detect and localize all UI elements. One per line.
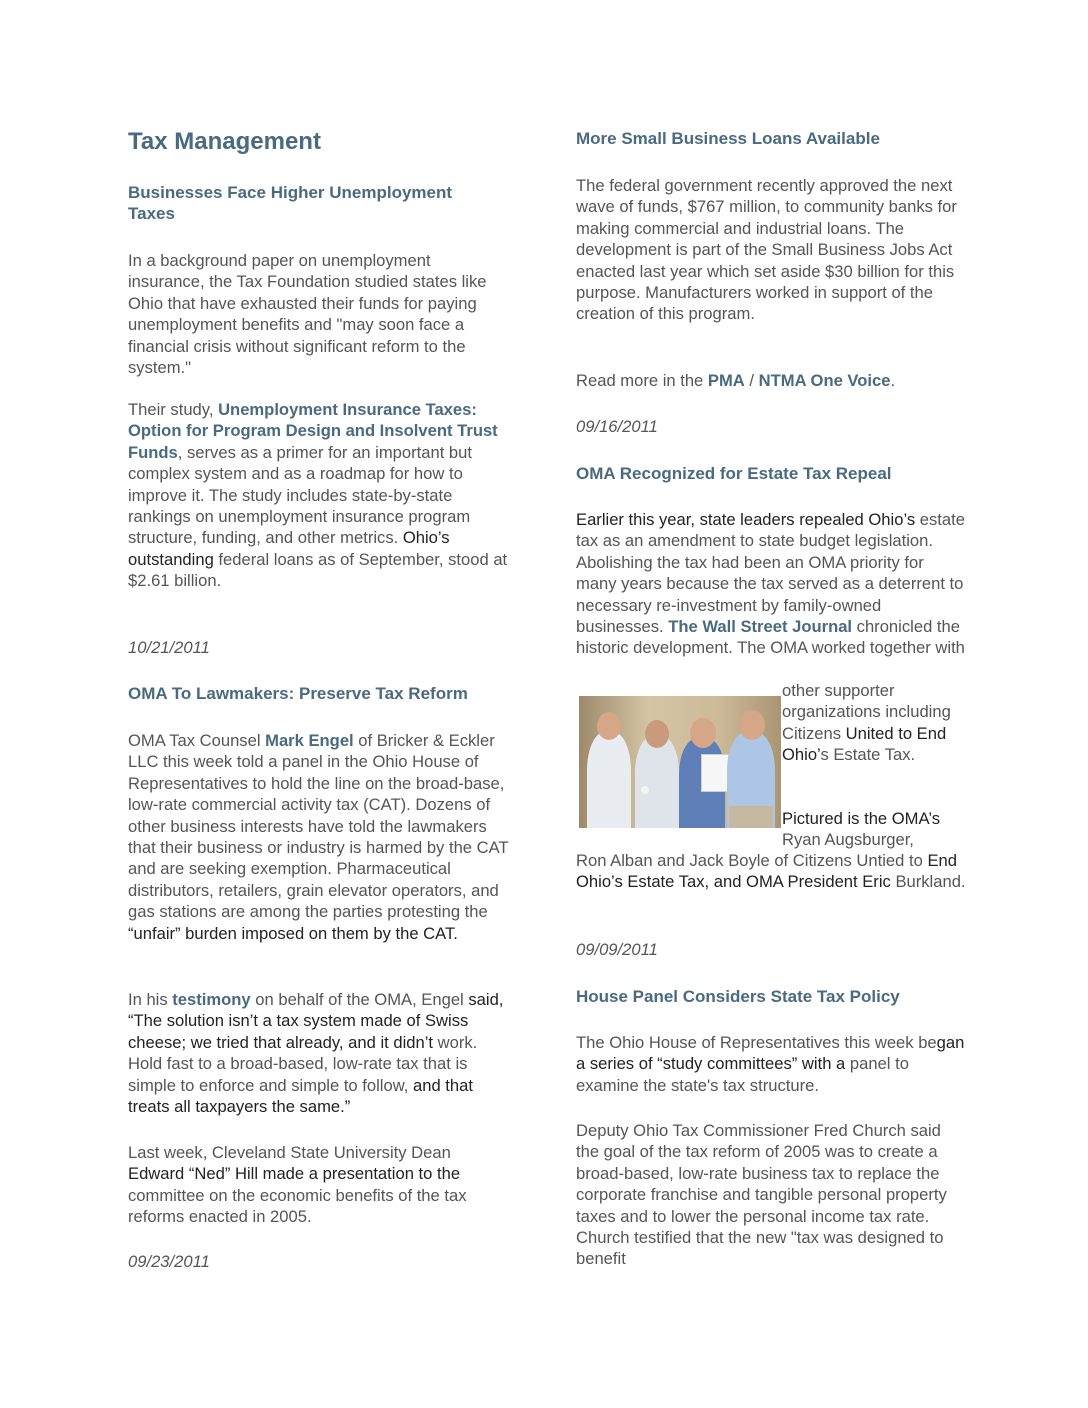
article-paragraph: In a background paper on unemployment insurance, the Tax Foundation studied states like Ohio that have exhausted their funds for paying unemployment benefits and "may soon face a financial crisis without significant reform to the system." [128,251,487,378]
mark-engel-link[interactable]: Mark Engel [265,731,354,750]
article-date: 09/16/2011 [576,417,658,436]
testimony-link[interactable]: testimony [172,990,251,1009]
wall-street-journal-link[interactable]: The Wall Street Journal [668,617,853,637]
article-date: 09/23/2011 [128,1252,210,1271]
ntma-one-voice-link[interactable]: NTMA One Voice [758,371,891,390]
pma-link[interactable]: PMA [707,371,745,390]
article-paragraph: Their study, Unemployment Insurance Taxes: Option for Program Design and Insolvent Trust Funds, serves as a primer for an important but complex system and as a roadmap for how to improve it. The study includes state-by-state rankings on unemployment insurance program structure, funding, and other metrics. Ohio’s outstanding federal loans as of September, stood at $2.61 billion. [128,400,508,591]
article-heading-preserve-tax-reform: OMA To Lawmakers: Preserve Tax Reform [128,684,468,703]
article-paragraph: Read more in the PMA / NTMA One Voice. [576,371,896,390]
photo-caption: Pictured is the OMA’s Ryan Augsburger, [782,809,941,850]
article-heading-small-business-loans: More Small Business Loans Available [576,129,880,148]
article-date: 10/21/2011 [128,638,210,657]
group-photo [579,696,781,828]
article-paragraph: The Ohio House of Representatives this week began a series of “study committees” with a panel to examine the state's tax structure. [576,1033,965,1095]
article-paragraph: Earlier this year, state leaders repealed Ohio’s estate tax as an amendment to state budget legislation. Abolishing the tax had been an OMA priority for many years because the tax served as a deterrent to necessary re-investment by family-owned businesses. The Wall Street Journal chronicled the historic development. The OMA worked together with [576,510,965,658]
article-date: 09/09/2011 [576,940,658,959]
article-paragraph: In his testimony on behalf of the OMA, Engel said, “The solution isn’t a tax system made of Swiss cheese; we tried that already, and it didn’t work. Hold fast to a broad-based, low-rate tax that is simple to enforce and simple to follow, and that treats all taxpayers the same.” [128,990,504,1117]
photo-caption-continued: Ron Alban and Jack Boyle of Citizens Untied to End Ohio’s Estate Tax, and OMA President Eric Burkland. [576,851,966,892]
article-paragraph: OMA Tax Counsel Mark Engel of Bricker & Eckler LLC this week told a panel in the Ohio House of Representatives to hold the line on the broad-base, low-rate commercial activity tax (CAT). Dozens of other business interests have told the lawmakers that their business or industry is harmed by the CAT and are seeking exemption. Pharmaceutical distributors, retailers, grain elevator operators, and gas stations are among the parties protesting the “unfair” burden imposed on them by the CAT. [128,731,509,943]
article-heading-estate-tax-repeal: OMA Recognized for Estate Tax Repeal [576,464,892,483]
article-paragraph: Last week, Cleveland State University Dean Edward “Ned” Hill made a presentation to the committee on the economic benefits of the tax reforms enacted in 2005. [128,1143,467,1227]
page-title: Tax Management [128,128,321,155]
article-heading-unemployment: Businesses Face Higher Unemployment Taxes [128,183,453,224]
article-heading-house-panel: House Panel Considers State Tax Policy [576,987,900,1006]
study-link[interactable]: Unemployment Insurance Taxes: Option for Program Design and Insolvent Trust Funds [128,400,498,462]
article-paragraph: Deputy Ohio Tax Commissioner Fred Church said the goal of the tax reform of 2005 was to create a broad-based, low-rate business tax to replace the corporate franchise and tangible personal property taxes and to lower the personal income tax rate. Church testified that the new "tax was designed to benefit [576,1121,947,1269]
article-paragraph: The federal government recently approved the next wave of funds, $767 million, to community banks for making commercial and industrial loans. The development is part of the Small Business Jobs Act enacted last year which set aside $30 billion for this purpose. Manufacturers worked in support of the creation of this program. [576,176,957,324]
article-paragraph-wrap: other supporter organizations including Citizens United to End Ohio’s Estate Tax. [782,681,951,765]
